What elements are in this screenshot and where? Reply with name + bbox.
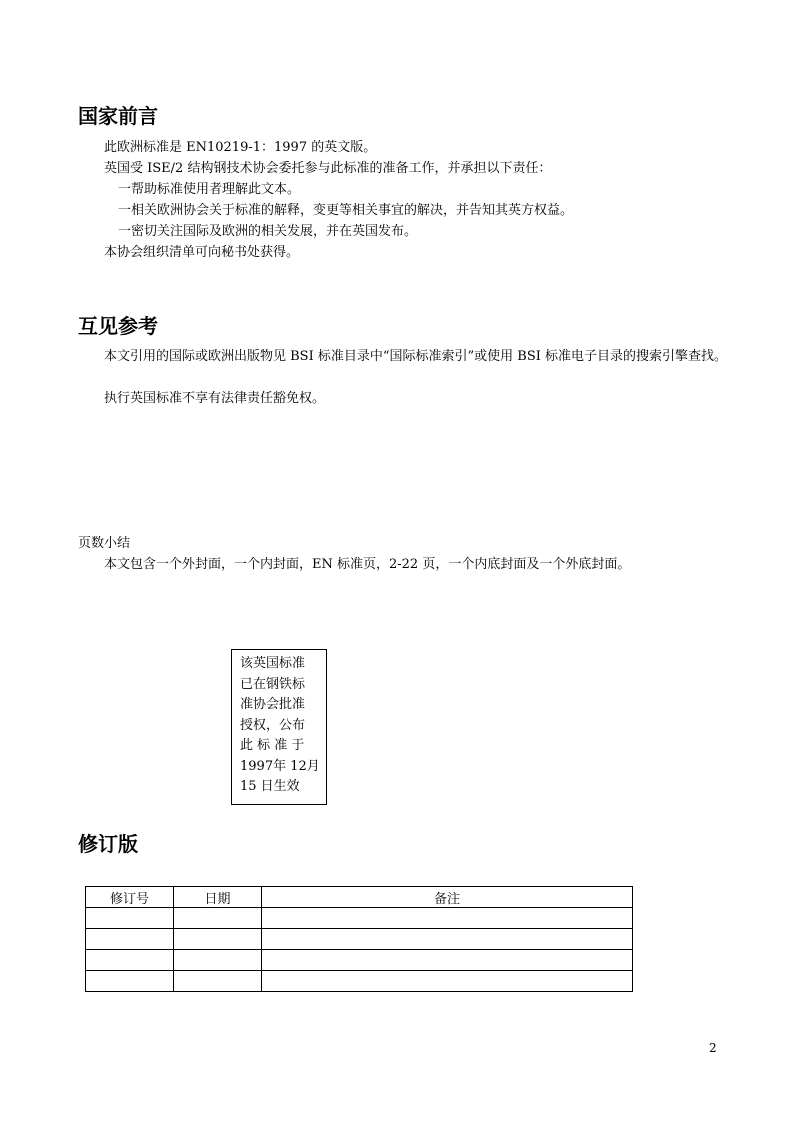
page-summary-heading: 页数小结 xyxy=(78,536,131,551)
column-header-amendment-no: 修订号 xyxy=(86,887,174,908)
table-cell xyxy=(174,908,262,929)
foreword-bullet-3: 一密切关注国际及欧洲的相关发展，并在英国发布。 xyxy=(118,224,418,239)
table-header-row xyxy=(86,887,633,908)
table-cell xyxy=(86,971,174,992)
approval-line: 1997年 12月 xyxy=(240,758,320,774)
national-foreword-heading: 国家前言 xyxy=(78,104,158,128)
table-row xyxy=(86,929,633,950)
approval-box xyxy=(231,649,327,805)
approval-line: 授权，公布 xyxy=(240,717,306,733)
approval-line: 已在钢铁标 xyxy=(240,676,306,692)
column-header-date: 日期 xyxy=(174,887,262,908)
amendments-heading: 修订版 xyxy=(78,832,138,856)
table-cell xyxy=(262,908,633,929)
page-number: 2 xyxy=(709,1041,717,1055)
table-cell xyxy=(86,929,174,950)
table-row xyxy=(86,950,633,971)
page-summary-text: 本文包含一个外封面，一个内封面，EN 标准页，2-22 页，一个内底封面及一个外底封面。 xyxy=(104,557,631,572)
table-cell xyxy=(262,929,633,950)
foreword-line-2: 英国受 ISE/2 结构钢技术协会委托参与此标准的准备工作，并承担以下责任： xyxy=(104,161,552,176)
approval-line: 准协会批准 xyxy=(240,697,306,712)
foreword-bullet-2: 一相关欧洲协会关于标准的解释，变更等相关事宜的解决，并告知其英方权益。 xyxy=(118,203,574,218)
table-cell xyxy=(262,971,633,992)
foreword-line-3: 本协会组织清单可向秘书处获得。 xyxy=(104,245,300,260)
cross-references-para-1: 本文引用的国际或欧洲出版物见 BSI 标准目录中“国际标准索引”或使用 BSI 标准电子目录的搜索引擎查找。 xyxy=(104,349,728,364)
approval-line: 此 标 准 于 xyxy=(240,738,305,753)
cross-references-heading: 互见参考 xyxy=(78,314,158,338)
table-cell xyxy=(174,971,262,992)
approval-line: 该英国标准 xyxy=(240,656,306,671)
approval-line: 15 日生效 xyxy=(240,779,300,794)
table-cell xyxy=(174,950,262,971)
amendments-table xyxy=(85,886,633,992)
table-cell xyxy=(174,929,262,950)
table-row xyxy=(86,971,633,992)
table-cell xyxy=(262,950,633,971)
table-row xyxy=(86,908,633,929)
cross-references-para-2: 执行英国标准不享有法律责任豁免权。 xyxy=(104,391,326,406)
foreword-line-1: 此欧洲标准是 EN10219-1：1997 的英文版。 xyxy=(104,140,377,155)
table-cell xyxy=(86,908,174,929)
table-cell xyxy=(86,950,174,971)
column-header-remarks: 备注 xyxy=(262,887,633,908)
foreword-bullet-1: 一帮助标准使用者理解此文本。 xyxy=(118,182,301,197)
